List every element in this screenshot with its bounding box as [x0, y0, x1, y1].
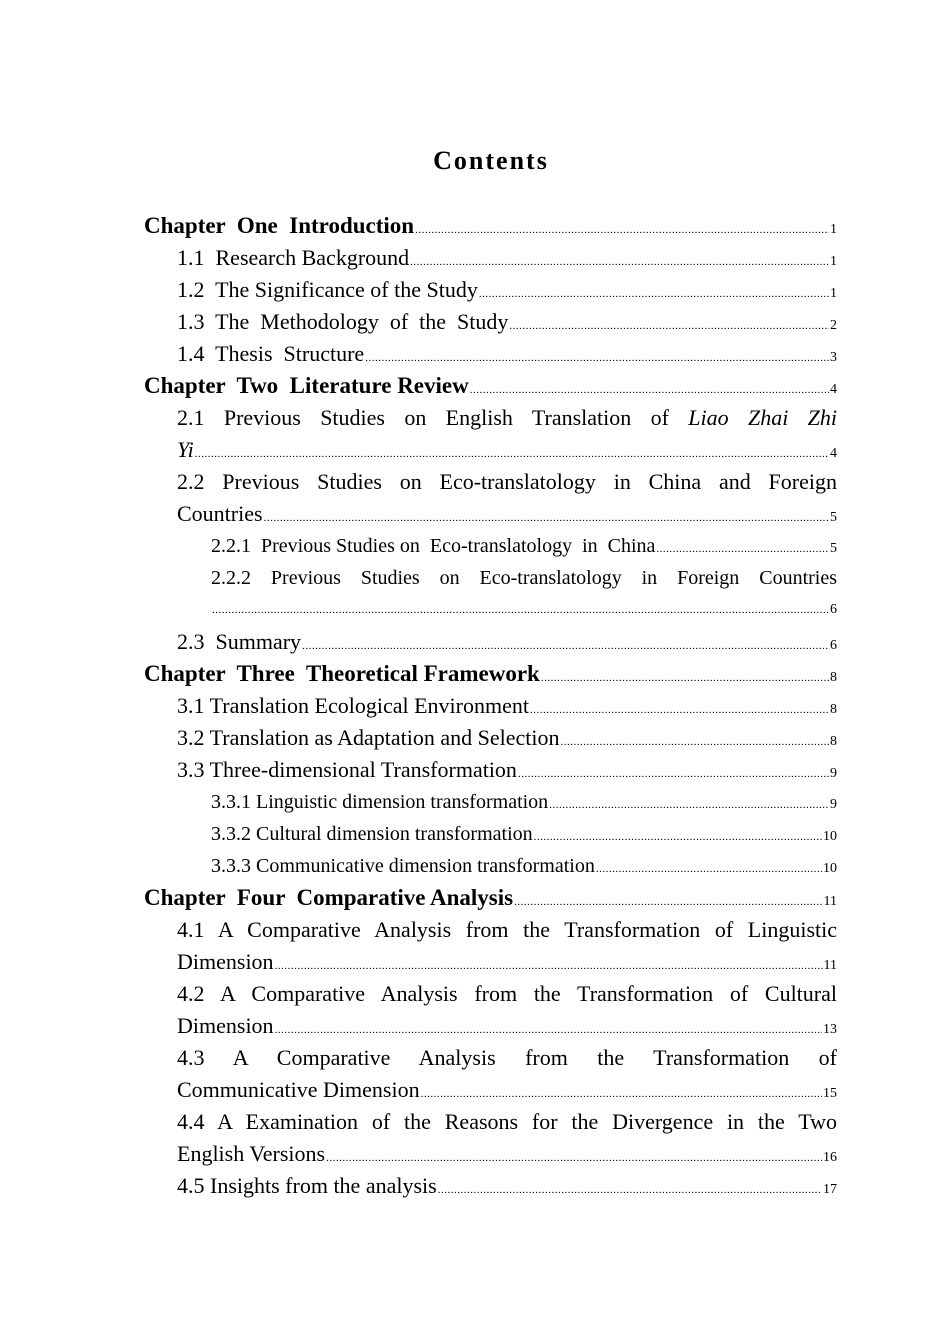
- toc-entry: [144, 690, 837, 722]
- entry-title: 3.3.1 Linguistic dimension transformation: [211, 791, 549, 813]
- page-number: 6: [830, 602, 837, 617]
- page-number: 8: [830, 670, 837, 685]
- dot-leader: [596, 853, 822, 885]
- entry-title: Chapter Three Theoretical Framework: [144, 661, 540, 686]
- entry-title-line2: [177, 434, 837, 466]
- dot-leader: [549, 789, 829, 821]
- entry-title: Chapter Two Literature Review: [144, 373, 469, 398]
- page-number: 3: [830, 350, 837, 365]
- entry-title-line2: [177, 1010, 837, 1042]
- toc-entry: [144, 626, 837, 658]
- page-number: 13: [823, 1022, 837, 1037]
- toc-entry: [144, 978, 837, 1042]
- entry-title-line1: [177, 1042, 837, 1074]
- toc-entry: [144, 338, 837, 370]
- entry-title-line2: [177, 498, 837, 530]
- dot-leader: [530, 694, 829, 726]
- toc-entry: [144, 530, 837, 562]
- toc-entry: [144, 754, 837, 786]
- page-number: 2: [830, 318, 837, 333]
- page-number: 5: [830, 510, 837, 525]
- entry-title-text: 2.1 Previous Studies on English Translation of: [177, 405, 669, 430]
- toc-entry: [144, 242, 837, 274]
- dot-leader: [534, 821, 822, 853]
- entry-title-text: 4.3 A Comparative Analysis from the Transformation of: [177, 1045, 837, 1070]
- toc-entry: [144, 370, 837, 402]
- toc-entry: [144, 306, 837, 338]
- toc-entry: [144, 562, 837, 626]
- entry-title-text: 4.1 A Comparative Analysis from the Transformation of Linguistic: [177, 917, 837, 942]
- dot-leader: [509, 310, 829, 342]
- toc-entry: [144, 882, 837, 914]
- toc-entry: [144, 402, 837, 466]
- entry-title-line2: [177, 946, 837, 978]
- page-number: 15: [823, 1086, 837, 1101]
- entry-title-text: 2.2.2 Previous Studies on Eco-translatology in Foreign Countries: [211, 567, 837, 589]
- page-number: 1: [830, 222, 837, 237]
- toc-entry: [144, 1170, 837, 1202]
- page-number: 11: [823, 958, 837, 973]
- entry-title: 2.3 Summary: [177, 629, 302, 654]
- entry-title: 4.5 Insights from the analysis: [177, 1173, 437, 1198]
- dot-leader: [541, 662, 829, 694]
- page-number: 10: [823, 861, 837, 876]
- entry-title-line1: [177, 914, 837, 946]
- dot-leader: [656, 533, 829, 565]
- entry-title: 3.2 Translation as Adaptation and Selection: [177, 725, 560, 750]
- page-number: 8: [830, 734, 837, 749]
- page-number: 11: [823, 894, 837, 909]
- entry-title-line2: [177, 1074, 837, 1106]
- dot-leader: [212, 594, 829, 626]
- toc-entry: [144, 274, 837, 306]
- dot-leader: [479, 278, 829, 310]
- toc-entry: [144, 818, 837, 850]
- entry-title-text: Dimension: [177, 949, 274, 974]
- entry-title-italic: Liao Zhai Zhi: [668, 405, 837, 430]
- entry-title: 3.1 Translation Ecological Environment: [177, 693, 529, 718]
- entry-title: 3.3.3 Communicative dimension transformation: [211, 855, 595, 877]
- page-title: Contents: [433, 146, 549, 175]
- entry-title: Chapter Four Comparative Analysis: [144, 885, 514, 910]
- entry-title-line1: [211, 562, 837, 594]
- page-number: 9: [830, 797, 837, 812]
- page-number: 5: [830, 541, 837, 556]
- entry-title-text: 4.4 A Examination of the Reasons for the Divergence in the Two: [177, 1109, 837, 1134]
- entry-title: 1.2 The Significance of the Study: [177, 277, 478, 302]
- dot-leader: [518, 758, 829, 790]
- toc-entry: [144, 1106, 837, 1170]
- entry-title-text: Countries: [177, 501, 263, 526]
- page-number: 4: [830, 446, 837, 461]
- entry-title: 3.3.2 Cultural dimension transformation: [211, 823, 533, 845]
- page-number: 10: [823, 829, 837, 844]
- page-number: 6: [830, 638, 837, 653]
- entry-title-italic: Yi: [177, 437, 194, 462]
- table-of-contents: [144, 210, 837, 1202]
- page-number: 1: [830, 286, 837, 301]
- toc-entry: [144, 210, 837, 242]
- entry-title-line2: [177, 1138, 837, 1170]
- entry-title-line1: [177, 466, 837, 498]
- toc-entry: [144, 850, 837, 882]
- toc-entry: [144, 466, 837, 530]
- entry-title-line2: [211, 594, 837, 626]
- page-number: 9: [830, 766, 837, 781]
- entry-title: 1.4 Thesis Structure: [177, 341, 365, 366]
- entry-title: 1.3 The Methodology of the Study: [177, 309, 509, 334]
- dot-leader: [561, 726, 829, 758]
- entry-title-text: 4.2 A Comparative Analysis from the Transformation of Cultural: [177, 981, 837, 1006]
- toc-entry: [144, 1042, 837, 1106]
- page-number: 16: [823, 1150, 837, 1165]
- dot-leader: [438, 1174, 822, 1206]
- entry-title: 2.2.1 Previous Studies on Eco-translatology in China: [211, 535, 656, 557]
- page-number: 1: [830, 254, 837, 269]
- page-number: 8: [830, 702, 837, 717]
- entry-title: 3.3 Three-dimensional Transformation: [177, 757, 517, 782]
- entry-title-text: 2.2 Previous Studies on Eco-translatology in China and Foreign: [177, 469, 837, 494]
- entry-title-text: Dimension: [177, 1013, 274, 1038]
- entry-title: Chapter One Introduction: [144, 213, 415, 238]
- toc-entry: [144, 722, 837, 754]
- toc-entry: [144, 914, 837, 978]
- page-number: 17: [823, 1182, 837, 1197]
- entry-title-line1: [177, 402, 837, 434]
- entry-title-line1: [177, 1106, 837, 1138]
- dot-leader: [415, 214, 829, 246]
- entry-title-line1: [177, 978, 837, 1010]
- entry-title-text: Communicative Dimension: [177, 1077, 420, 1102]
- toc-entry: [144, 658, 837, 690]
- page-number: 4: [830, 382, 837, 397]
- entry-title-text: English Versions: [177, 1141, 326, 1166]
- toc-entry: [144, 786, 837, 818]
- entry-title: 1.1 Research Background: [177, 245, 410, 270]
